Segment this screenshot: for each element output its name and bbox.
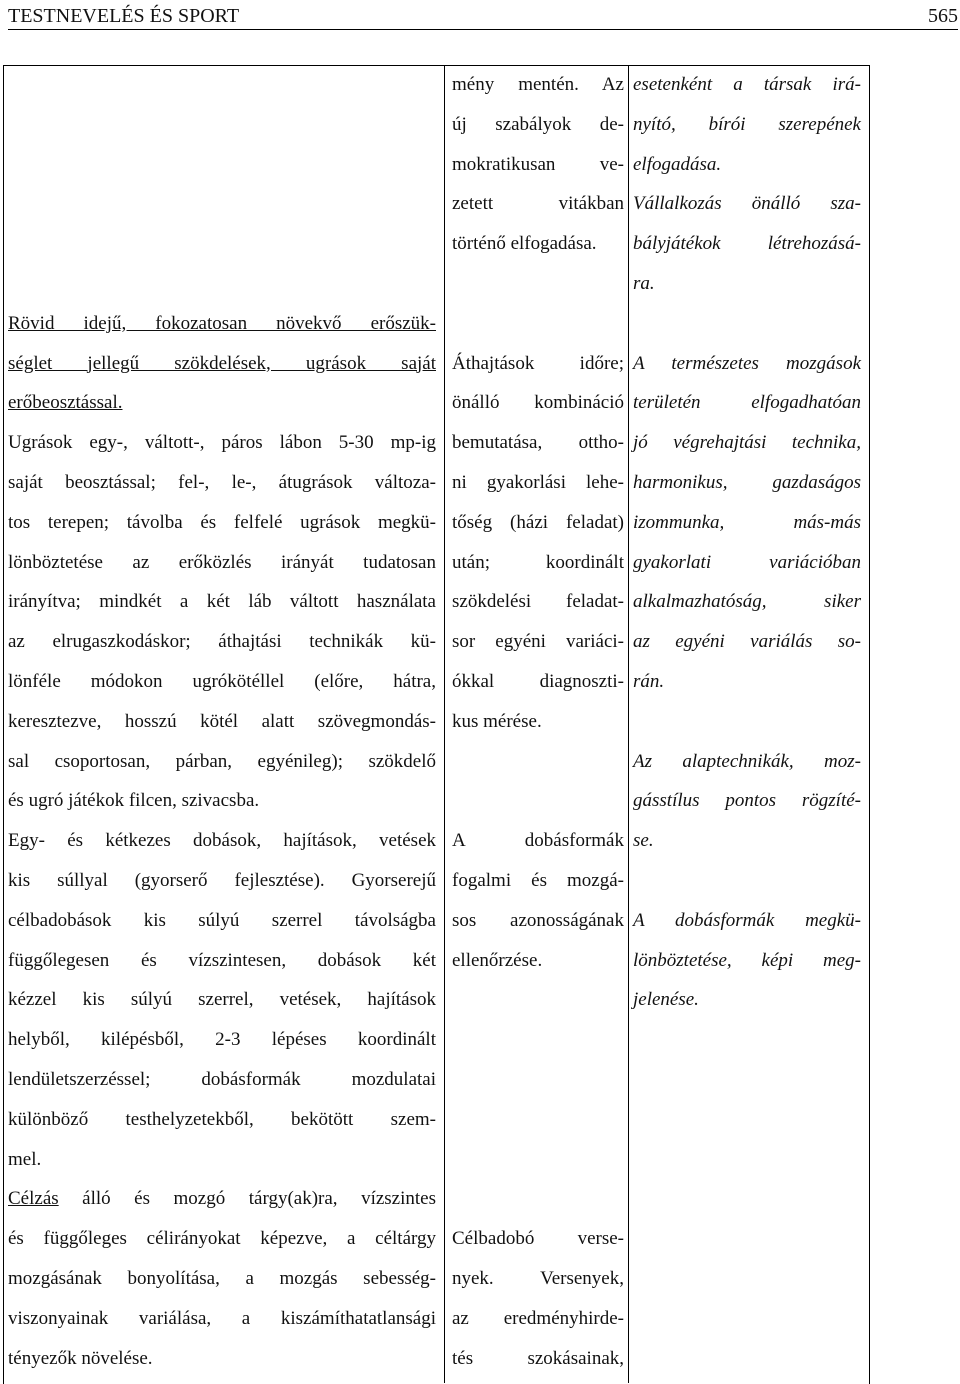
text-line: az egyéni variálás so- xyxy=(633,631,861,653)
text-line: lendületszerzéssel; dobásformák mozdulatai xyxy=(8,1068,436,1090)
text-line: területén elfogadhatóan xyxy=(633,392,861,414)
section-heading: séglet jellegű szökdelések, ugrások saját xyxy=(8,352,436,374)
page-header xyxy=(8,3,958,30)
text-line: mény mentén. Az xyxy=(452,74,624,95)
text-line: mel. xyxy=(8,1148,42,1170)
text-line: ókkal diagnoszti- xyxy=(452,670,624,692)
text-line: tőség (házi feladat) xyxy=(452,511,624,533)
content-column xyxy=(8,65,436,1378)
text-line: ni gyakorlási lehe- xyxy=(452,471,624,493)
text-line: az eredményhirde- xyxy=(452,1307,624,1329)
text-line: az elrugaszkodáskor; áthajtási technikák kü- xyxy=(8,631,436,653)
text-line: és ugró játékok filcen, szivacsba. xyxy=(8,790,260,812)
text-line: harmonikus, gazdaságos xyxy=(633,471,861,493)
text-line: után; koordinált xyxy=(452,551,624,573)
text-span: álló és mozgó tárgy(ak)ra, vízszintes xyxy=(58,1188,436,1210)
text-line: lönböztetése az erőközlés irányát tudatosan xyxy=(8,551,436,573)
text-line: jó végrehajtási technika, xyxy=(633,432,861,454)
text-line: kézzel kis súlyú szerrel, vetések, hajítások xyxy=(8,989,436,1011)
text-line: és függőleges célirányokat képezve, a céltárgy xyxy=(8,1228,436,1250)
text-line: irányítva; mindkét a két láb váltott használata xyxy=(8,591,436,613)
activity-column xyxy=(452,65,624,1378)
text-line: bemutatása, ottho- xyxy=(452,432,624,454)
text-line: A dobásformák xyxy=(452,830,624,852)
text-line: sos azonosságának xyxy=(452,909,624,931)
text-line: tés szokásainak, xyxy=(452,1347,624,1369)
text-line: ra. xyxy=(633,272,655,294)
text-line: sal csoportosan, párban, egyénileg); szökdelő xyxy=(8,750,436,772)
section-heading: erőbeosztással. xyxy=(8,392,123,414)
column-divider-2 xyxy=(628,65,629,1383)
text-line: Áthajtások időre; xyxy=(452,352,624,374)
text-line: új szabályok de- xyxy=(452,113,624,135)
text-line: Célbadobó verse- xyxy=(452,1228,624,1250)
text-line: se. xyxy=(633,830,654,852)
text-line: különböző testhelyzetekből, bekötött szem- xyxy=(8,1108,436,1130)
text-line: A természetes mozgások xyxy=(633,352,861,374)
term-celzas: Célzás xyxy=(8,1188,59,1210)
text-line: Ugrások egy-, váltott-, páros lábon 5-30 mp-ig xyxy=(8,432,436,454)
text-line: sor egyéni variáci- xyxy=(452,631,624,653)
page-number: 565 xyxy=(928,5,958,27)
text-line: lönböztetése, képi meg- xyxy=(633,949,861,971)
text-line: kis súllyal (gyorserő fejlesztése). Gyorserejű xyxy=(8,869,436,891)
text-line: tos terepen; távolba és felfelé ugrások megkü- xyxy=(8,511,436,533)
text-line: nyító, bírói szerepének xyxy=(633,113,861,135)
text-line: lönféle módokon ugrókötéllel (előre, hátra, xyxy=(8,670,436,692)
text-line: tényezők növelése. xyxy=(8,1347,153,1369)
section-heading: Rövid idejű, fokozatosan növekvő erőszük- xyxy=(8,312,436,334)
text-line: elfogadása. xyxy=(633,153,722,175)
text-line: mokratikusan ve- xyxy=(452,153,624,175)
text-line: alkalmazhatóság, siker xyxy=(633,591,861,613)
text-line: helyből, kilépésből, 2-3 lépéses koordinált xyxy=(8,1029,436,1051)
text-line: nyek. Versenyek, xyxy=(452,1267,624,1289)
text-line: jelenése. xyxy=(633,989,699,1011)
outcome-column xyxy=(633,65,861,1020)
text-line: történő elfogadása. xyxy=(452,233,597,255)
text-line: A dobásformák megkü- xyxy=(633,909,861,931)
text-line: viszonyainak variálása, a kiszámíthatatlansági xyxy=(8,1307,436,1329)
running-title: TESTNEVELÉS ÉS SPORT xyxy=(8,5,240,27)
text-line: célbadobások kis súlyú szerrel távolságba xyxy=(8,909,436,931)
text-line: gyakorlati variációban xyxy=(633,551,861,573)
text-line: fogalmi és mozgá- xyxy=(452,869,624,891)
text-line: gásstílus pontos rögzíté- xyxy=(633,790,861,812)
text-line: ellenőrzése. xyxy=(452,949,543,971)
text-line: esetenként a társak irá- xyxy=(633,74,861,95)
text-line: zetett vitákban xyxy=(452,193,624,215)
text-line: kus mérése. xyxy=(452,710,542,732)
text-line xyxy=(8,1179,436,1219)
column-divider-1 xyxy=(444,65,445,1383)
text-line: rán. xyxy=(633,670,665,692)
text-line: izommunka, más-más xyxy=(633,511,861,533)
text-line: önálló kombináció xyxy=(452,392,624,414)
text-line: szökdelési feladat- xyxy=(452,591,624,613)
text-line: Egy- és kétkezes dobások, hajítások, vetések xyxy=(8,830,436,852)
text-line: Vállalkozás önálló sza- xyxy=(633,193,861,215)
text-line: keresztezve, hosszú kötél alatt szövegmondás- xyxy=(8,710,436,732)
text-line: mozgásának bonyolítása, a mozgás sebesség- xyxy=(8,1267,436,1289)
text-line: függőlegesen és vízszintesen, dobások két xyxy=(8,949,436,971)
text-line: Az alaptechnikák, moz- xyxy=(633,750,861,772)
text-line: bályjátékok létrehozásá- xyxy=(633,233,861,255)
text-line: saját beosztással; fel-, le-, átugrások változa- xyxy=(8,471,436,493)
